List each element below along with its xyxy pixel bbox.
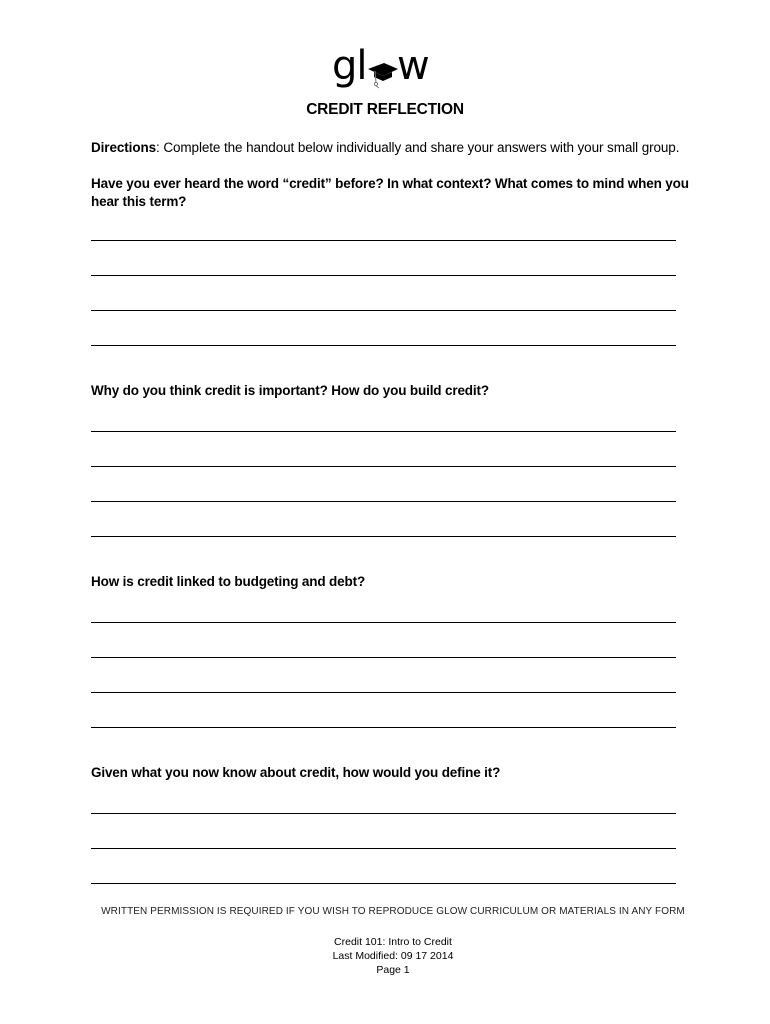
directions-text: : Complete the handout below individually and share your answers with your small group. (156, 140, 680, 155)
page-footer (0, 935, 770, 977)
directions (91, 140, 679, 155)
logo-text-right: w (397, 43, 429, 89)
answer-line[interactable] (91, 466, 676, 467)
footer-page-number: Page 1 (376, 964, 410, 976)
graduation-cap-icon (367, 60, 399, 90)
answer-line[interactable] (91, 536, 676, 537)
answer-line[interactable] (91, 657, 676, 658)
question-3: How is credit linked to budgeting and debt? (91, 574, 366, 589)
answer-line[interactable] (91, 848, 676, 849)
logo-text-left: gl (332, 43, 367, 89)
answer-line[interactable] (91, 345, 676, 346)
glow-logo (332, 43, 442, 94)
answer-line[interactable] (91, 622, 676, 623)
answer-line[interactable] (91, 501, 676, 502)
answer-line[interactable] (91, 275, 676, 276)
answer-line[interactable] (91, 813, 676, 814)
answer-line[interactable] (91, 883, 676, 884)
permission-notice: WRITTEN PERMISSION IS REQUIRED IF YOU WISH TO REPRODUCE GLOW CURRICULUM OR MATERIALS IN ANY FORM (101, 906, 685, 917)
answer-line[interactable] (91, 692, 676, 693)
answer-line[interactable] (91, 431, 676, 432)
page-title: CREDIT REFLECTION (306, 101, 464, 118)
answer-line[interactable] (91, 240, 676, 241)
footer-last-modified: Last Modified: 09 17 2014 (332, 950, 454, 962)
footer-course: Credit 101: Intro to Credit (334, 936, 452, 948)
question-4: Given what you now know about credit, how would you define it? (91, 765, 501, 780)
answer-line[interactable] (91, 727, 676, 728)
question-2: Why do you think credit is important? How do you build credit? (91, 383, 489, 398)
answer-line[interactable] (91, 310, 676, 311)
question-1: Have you ever heard the word “credit” before? In what context? What comes to mind when you hear this term? (91, 176, 689, 209)
directions-label: Directions (91, 140, 157, 155)
